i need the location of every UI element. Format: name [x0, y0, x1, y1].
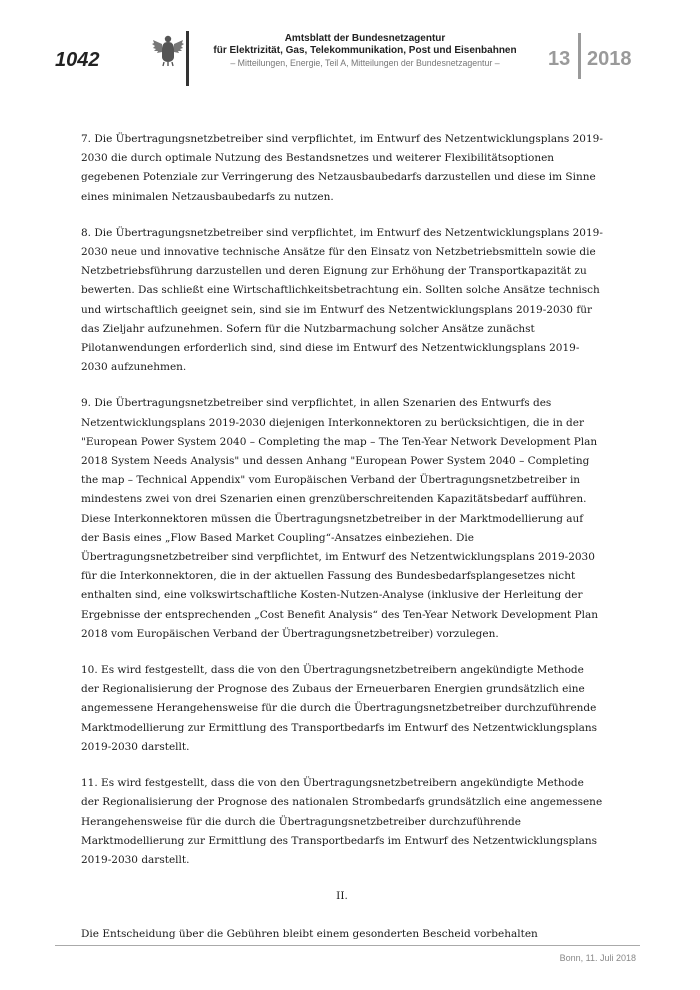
paragraph-11: 11. Es wird festgestellt, dass die von den Übertragungsnetzbetreibern angekündigte Methode der Regionalisierung der Prognose des nationalen Strombedarfs grundsätzlich eine angemessene Herangehensweise für die durch die Übertragungsnetzbetreiber durchzuführende Marktmodellierung zur Ermittlung des Transportbedarfs im Entwurf des Netzentwicklungsplans 2019-2030 darstellt. [81, 777, 603, 866]
paragraph-8: 8. Die Übertragungsnetzbetreiber sind verpflichtet, im Entwurf des Netzentwicklungsplans 2019-2030 neue und innovative technische Ansätze für den Einsatz von Netzbetriebsmitteln sowie die Netzbetriebsführung darzustellen und deren Eignung zur Erhöhung der Transportkapazität zu bewerten. Das schließt eine Wirtschaftlichkeitsbetrachtung ein. Sollten solche Ansätze technisch und wirtschaftlich geeignet sein, sind sie im Entwurf des Netzentwicklungsplans 2019-2030 für das Zieljahr aufzunehmen. Sofern für die Nutzbarmachung solcher Ansätze zunächst Pilotanwendungen erforderlich sind, sind diese im Entwurf des Netzentwicklungsplans 2019-2030 aufzunehmen. [81, 226, 603, 374]
gazette-title-line2: für Elektrizität, Gas, Telekommunikation, Post und Eisenbahnen [213, 45, 517, 56]
issue-divider [578, 33, 581, 79]
paragraph-10: 10. Es wird festgestellt, dass die von den Übertragungsnetzbetreibern angekündigte Methode der Regionalisierung der Prognose des Zubaus der Erneuerbaren Energien grundsätzlich eine angemessene Herangehensweise für die durch die Übertragungsnetzbetreiber durchzuführende Marktmodellierung zur Ermittlung des Transportbedarfs im Entwurf des Netzentwicklungsplans 2019-2030 darstellt. [81, 664, 598, 753]
issue-year: 2018 [587, 48, 632, 70]
gazette-title-line1: Amtsblatt der Bundesnetzagentur [284, 33, 446, 44]
section-heading: II. [336, 890, 348, 903]
footer-date: Bonn, 11. Juli 2018 [559, 953, 636, 963]
paragraph-7: 7. Die Übertragungsnetzbetreiber sind verpflichtet, im Entwurf des Netzentwicklungsplans 2019-2030 die durch optimale Nutzung des Bestandsnetzes und weiterer Flexibilitätsoptionen gegebenen Potenziale zur Verringerung des Netzausbaubedarfs darzustellen und diese im Sinne eines minimalen Netzausbaubedarfs zu nutzen. [81, 133, 603, 203]
gazette-subtitle: – Mitteilungen, Energie, Teil A, Mitteilungen der Bundesnetzagentur – [230, 58, 500, 68]
header-divider [186, 31, 189, 86]
paragraph-9: 9. Die Übertragungsnetzbetreiber sind verpflichtet, in allen Szenarien des Entwurfs des Netzentwicklungsplans 2019-2030 diejenigen Interkonnektoren zu berücksichtigen, die in der "European Power System 2040 – Completing the map – The Ten-Year Network Development Plan 2018 System Needs Analysis" und dessen Anhang "European Power System 2040 – Completing the map – Technical Appendix" vom Europäischen Verband der Übertragungsnetzbetreiber in mindestens zwei von drei Szenarien einen grenzüberschreitenden Kapazitätsbedarf aufführen. Diese Interkonnektoren müssen die Übertragungsnetzbetreiber in der Marktmodellierung auf der Basis eines „Flow Based Market Coupling“-Ansatzes einbeziehen. Die Übertragungsnetzbetreiber sind verpflichtet, im Entwurf des Netzentwicklungsplans 2019-2030 für die Interkonnektoren, die in der aktuellen Fassung des Bundesbedarfsplangesetzes nicht enthalten sind, eine volkswirtschaftliche Kosten-Nutzen-Analyse (inklusive der Herleitung der Ergebnisse der entsprechenden „Cost Benefit Analysis“ des Ten-Year Network Development Plan 2018 vom Europäischen Verband der Übertragungsnetzbetreiber) vorzulegen. [81, 397, 599, 640]
closing-paragraph: Die Entscheidung über die Gebühren bleibt einem gesonderten Bescheid vorbehalten [81, 928, 538, 941]
footer-divider [55, 945, 640, 946]
document-body [81, 130, 603, 962]
issue-number: 13 [548, 48, 571, 70]
gazette-title [200, 33, 530, 57]
page-number: 1042 [55, 49, 100, 71]
federal-eagle-icon [152, 33, 184, 67]
